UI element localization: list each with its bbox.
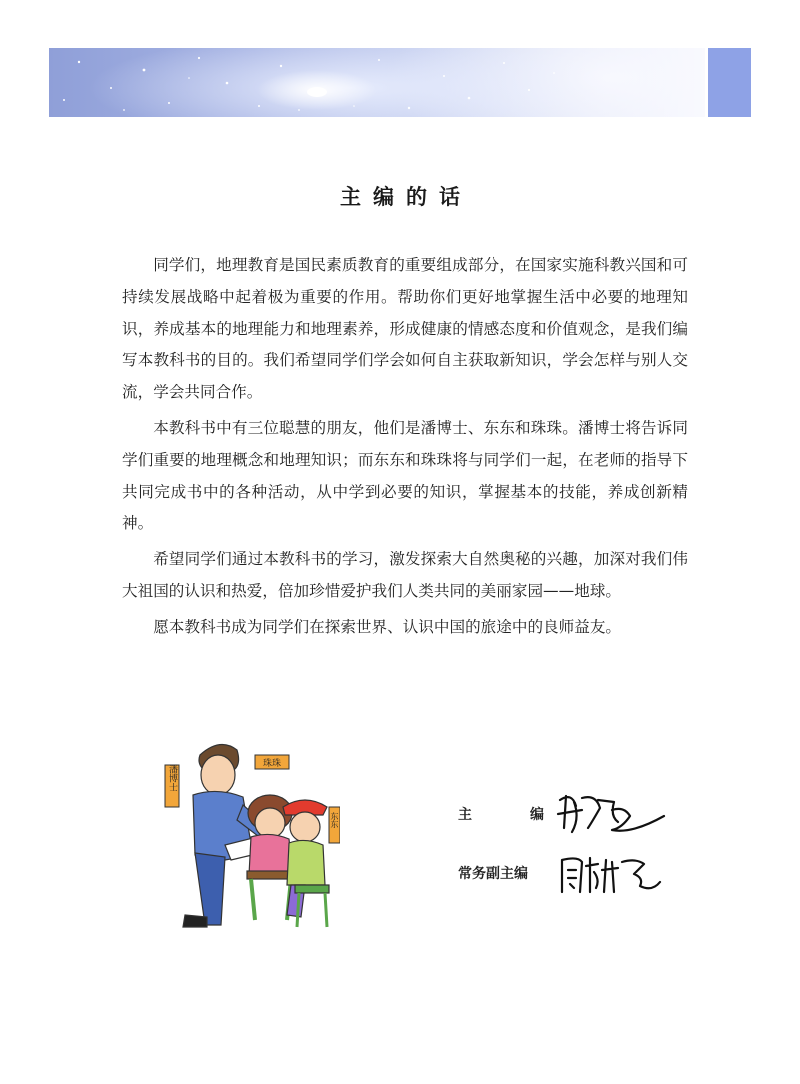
starfield-decoration <box>49 48 705 117</box>
chapter-tab <box>708 48 751 117</box>
editor-signature <box>552 788 670 838</box>
paragraph: 同学们，地理教育是国民素质教育的重要组成部分，在国家实施科教兴国和可持续发展战略中起着极为重要的作用。帮助你们更好地掌握生活中必要的地理知识，养成基本的地理能力和地理素养，形成健康的情感态度和价值观念，是我们编写本教科书的目的。我们希望同学们学会如何自主获取新知识，学会怎样与别人交流，学会共同合作。 <box>122 256 688 402</box>
tag-label: 东东 <box>330 812 339 828</box>
tag-dongdong <box>329 807 340 843</box>
deputy-editor-label: 常务副主编 <box>458 866 528 882</box>
editor-label <box>458 804 544 824</box>
header-banner <box>49 48 705 117</box>
deputy-signature <box>556 852 666 898</box>
paragraph: 本教科书中有三位聪慧的朋友，他们是潘博士、东东和珠珠。潘博士将告诉同学们重要的地理概念和地理知识；而东东和珠珠将与同学们一起，在老师的指导下共同完成书中的各种活动，从中学到必要的知识，掌握基本的技能，养成创新精神。 <box>122 418 688 533</box>
characters-illustration <box>155 735 340 935</box>
page-title: 主编的话 <box>340 184 472 209</box>
tag-label: 潘博士 <box>167 764 177 792</box>
tag-dr-pan <box>165 763 179 807</box>
paragraph: 希望同学们通过本教科书的学习，激发探索大自然奥秘的兴趣，加深对我们伟大祖国的认识和热爱，倍加珍惜爱护我们人类共同的美丽家园——地球。 <box>122 550 688 600</box>
tag-label: 珠珠 <box>262 759 282 769</box>
editor-label-char: 主 <box>458 807 472 823</box>
editor-label-char: 编 <box>530 807 544 823</box>
tag-zhuzhu <box>255 755 289 769</box>
paragraph: 愿本教科书成为同学们在探索世界、认识中国的旅途中的良师益友。 <box>153 617 622 636</box>
letter-body <box>122 250 688 648</box>
